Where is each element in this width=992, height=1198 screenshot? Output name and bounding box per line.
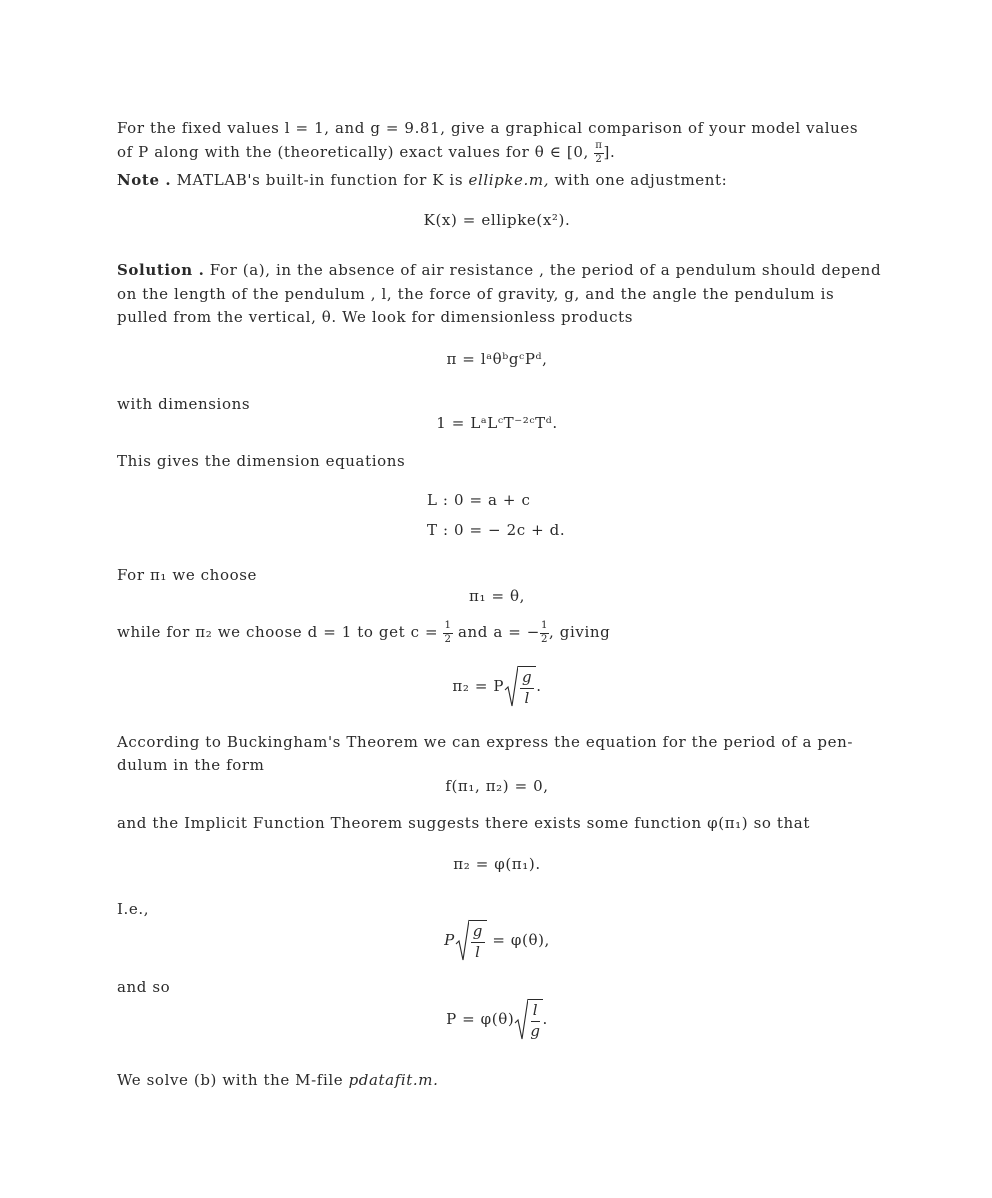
equation-L xyxy=(117,491,877,509)
note-function-name: ellipke.m, xyxy=(468,171,550,189)
radical-sign-icon xyxy=(504,664,518,708)
equation-phi: π₂ = φ(π₁). xyxy=(453,855,541,873)
radical-sign-icon xyxy=(455,918,469,962)
while-post: , giving xyxy=(549,623,611,641)
fraction-denominator: 2 xyxy=(540,633,549,645)
sqrt-numerator: g xyxy=(471,924,485,943)
according-line-1: According to Buckingham's Theorem we can express the equation for the period of a pen- xyxy=(117,733,854,751)
equation-ie-rhs: = φ(θ), xyxy=(486,931,550,949)
m-file-name: pdatafit.m. xyxy=(348,1071,439,1089)
equation-f: f(π₁, π₂) = 0, xyxy=(445,777,549,795)
equation-pi-products: π = lᵃθᵇgᶜPᵈ, xyxy=(446,350,548,368)
equation-pi2-end: . xyxy=(536,677,542,695)
equation-dimensions: 1 = LᵃLᶜT⁻²ᶜTᵈ. xyxy=(436,414,558,432)
square-root-g-over-l xyxy=(504,664,536,708)
solve-b-pre: We solve (b) with the M-file xyxy=(117,1071,349,1089)
equation-final-lhs: P = φ(θ) xyxy=(446,1010,515,1028)
fraction-numerator: 1 xyxy=(540,621,549,633)
with-dimensions-text: with dimensions xyxy=(117,395,251,413)
equation-pi1: π₁ = θ, xyxy=(469,587,525,605)
fraction-numerator: π xyxy=(594,141,603,153)
note-line xyxy=(117,168,877,192)
problem-line-1: For the fixed values l = 1, and g = 9.81, give a graphical comparison of your model values xyxy=(117,119,859,137)
equation-L-text: L : 0 = a + c xyxy=(427,491,531,509)
solution-line-3: pulled from the vertical, θ. We look for dimensionless products xyxy=(117,308,634,326)
sqrt-numerator: l xyxy=(531,1003,540,1022)
problem-line-2-pre: of P along with the (theoretically) exact values for θ ∈ [0, xyxy=(117,143,595,161)
sqrt-numerator: g xyxy=(520,670,534,689)
equation-pi2 xyxy=(117,664,877,708)
sqrt-denominator: l xyxy=(524,688,530,707)
equation-final-end: . xyxy=(542,1010,548,1028)
fraction-denominator: 2 xyxy=(444,633,452,645)
pi-over-2-fraction xyxy=(594,141,603,164)
problem-line-2-post: ]. xyxy=(603,143,616,161)
note-text-post: with one adjustment: xyxy=(549,171,728,189)
for-pi1-text: For π₁ we choose xyxy=(117,566,257,584)
equation-T-text: T : 0 = − 2c + d. xyxy=(427,521,566,539)
radical-sign-icon xyxy=(514,997,528,1041)
while-for-pi2-line xyxy=(117,620,877,645)
while-mid: and a = − xyxy=(452,623,540,641)
dimension-equations-intro: This gives the dimension equations xyxy=(117,452,406,470)
solve-b-line xyxy=(117,1068,877,1092)
note-text-pre: MATLAB's built-in function for K is xyxy=(171,171,469,189)
equation-T xyxy=(117,521,877,539)
square-root-l-over-g xyxy=(514,997,542,1041)
solution-label: Solution . xyxy=(117,261,205,279)
problem-line-2 xyxy=(117,140,877,165)
fraction-numerator: 1 xyxy=(443,621,452,633)
equation-pi2-lhs: π₂ = P xyxy=(452,677,505,695)
note-label: Note . xyxy=(117,171,172,189)
equation-final xyxy=(117,997,877,1041)
solution-line-1 xyxy=(117,258,882,282)
implicit-function-line: and the Implicit Function Theorem suggests there exists some function φ(π₁) so that xyxy=(117,814,810,832)
equation-k-ellipke: K(x) = ellipke(x²). xyxy=(423,211,571,229)
a-half-fraction xyxy=(540,621,549,644)
sqrt-denominator: g xyxy=(530,1021,541,1040)
and-so-text: and so xyxy=(117,978,171,996)
sqrt-denominator: l xyxy=(475,942,481,961)
fraction-denominator: 2 xyxy=(595,153,603,165)
equation-ie-lhs: P xyxy=(444,931,455,949)
according-line-2: dulum in the form xyxy=(117,756,265,774)
square-root-g-over-l xyxy=(455,918,487,962)
while-pre: while for π₂ we choose d = 1 to get c = xyxy=(117,623,444,641)
ie-text: I.e., xyxy=(117,900,150,918)
solution-line-2: on the length of the pendulum , l, the force of gravity, g, and the angle the pendulum is xyxy=(117,285,835,303)
c-half-fraction xyxy=(443,621,452,644)
solution-line-1-text: For (a), in the absence of air resistance , the period of a pendulum should depend xyxy=(204,261,882,279)
equation-ie xyxy=(117,918,877,962)
